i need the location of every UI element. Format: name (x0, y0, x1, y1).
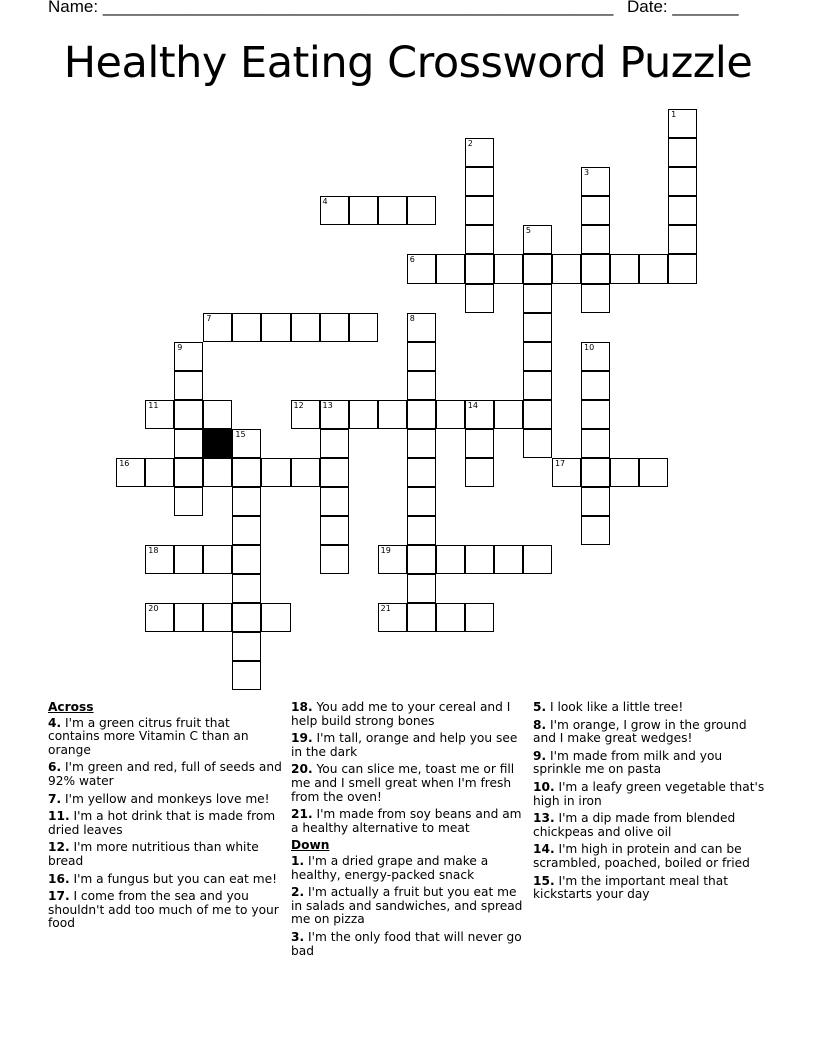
clue-number-label: 18 (148, 545, 159, 555)
clue-number: 17. (48, 889, 70, 904)
grid-cell[interactable] (174, 342, 203, 371)
clue-text: I'm yellow and monkeys love me! (65, 791, 270, 806)
grid-cell[interactable] (320, 400, 349, 429)
clue-number-label: 19 (380, 545, 391, 555)
clue-across-17 (48, 890, 284, 931)
grid-cell[interactable] (203, 545, 232, 574)
grid-cell[interactable] (668, 196, 697, 225)
grid-cell[interactable] (668, 225, 697, 254)
clue-across-11 (48, 810, 284, 837)
clue-number: 16. (48, 871, 70, 886)
clue-number: 3. (291, 929, 305, 944)
grid-cell[interactable] (523, 429, 552, 458)
clue-number-label: 1 (671, 110, 677, 120)
grid-cell[interactable] (639, 458, 668, 487)
page-title: Healthy Eating Crossword Puzzle (63, 38, 753, 88)
clue-number: 5. (533, 700, 547, 714)
grid-cell[interactable] (581, 225, 610, 254)
clue-number-label: 10 (584, 342, 595, 352)
grid-cell[interactable] (668, 254, 697, 283)
grid-cell[interactable] (407, 487, 436, 516)
grid-cell[interactable] (407, 313, 436, 342)
clue-text: I'm a dip made from blended chickpeas and olive oil (533, 811, 736, 839)
grid-cell[interactable] (232, 545, 261, 574)
grid-cell[interactable] (174, 545, 203, 574)
grid-cell[interactable] (349, 400, 378, 429)
clue-number: 21. (291, 807, 313, 822)
clue-number-label: 21 (380, 604, 391, 614)
grid-cell[interactable] (581, 196, 610, 225)
grid-cell[interactable] (552, 458, 581, 487)
clue-across-20 (291, 763, 527, 804)
grid-cell[interactable] (465, 225, 494, 254)
grid-cell[interactable] (203, 313, 232, 342)
grid-cell[interactable] (465, 196, 494, 225)
clue-text: I'm orange, I grow in the ground and I make great wedges! (533, 717, 747, 746)
grid-cell[interactable] (261, 603, 290, 632)
clue-number-label: 15 (235, 429, 246, 439)
clue-number: 8. (533, 717, 547, 732)
grid-cell[interactable] (581, 284, 610, 313)
grid-cell[interactable] (523, 371, 552, 400)
grid-cell[interactable] (523, 254, 552, 283)
grid-cell[interactable] (320, 313, 349, 342)
grid-cell[interactable] (407, 574, 436, 603)
grid-cell[interactable] (174, 400, 203, 429)
clue-across-6 (48, 761, 284, 788)
clue-number-label: 13 (322, 400, 333, 410)
grid-cell[interactable] (261, 313, 290, 342)
clue-number-label: 20 (148, 604, 159, 614)
grid-cell[interactable] (436, 254, 465, 283)
name-blank[interactable]: ______________________________________________________ (102, 0, 614, 16)
clue-number: 19. (291, 731, 313, 746)
grid-cell[interactable] (291, 458, 320, 487)
grid-cell[interactable] (407, 342, 436, 371)
clue-text: I'm the only food that will never go bad (291, 929, 522, 958)
grid-cell[interactable] (494, 254, 523, 283)
name-label: Name: (48, 0, 99, 16)
grid-cell[interactable] (407, 254, 436, 283)
grid-cell[interactable] (465, 400, 494, 429)
grid-cell[interactable] (232, 458, 261, 487)
grid-cell[interactable] (349, 313, 378, 342)
clue-text: I'm a hot drink that is made from dried leaves (48, 809, 276, 837)
grid-cell[interactable] (523, 545, 552, 574)
clue-text: I come from the sea and you shouldn't add too much of me to your food (48, 889, 279, 931)
clue-across-19 (291, 732, 527, 759)
grid-cell[interactable] (581, 429, 610, 458)
grid-cell[interactable] (407, 545, 436, 574)
clue-across-21 (291, 808, 527, 835)
date-blank[interactable]: _______ (672, 0, 739, 16)
clue-number: 6. (48, 760, 62, 775)
clue-down-15 (533, 875, 769, 902)
grid-cell[interactable] (465, 284, 494, 313)
clue-text: I'm a dried grape and make a healthy, energy-packed snack (291, 853, 489, 882)
grid-cell[interactable] (523, 342, 552, 371)
clue-text: I'm a leafy green vegetable that's high in iron (533, 779, 765, 808)
grid-cell[interactable] (465, 545, 494, 574)
clue-text: I'm made from soy beans and am a healthy alternative to meat (291, 807, 522, 835)
grid-cell[interactable] (581, 167, 610, 196)
clue-number: 13. (533, 811, 555, 826)
grid-cell[interactable] (174, 487, 203, 516)
clue-across-4 (48, 717, 284, 758)
clues-column-2 (291, 701, 527, 962)
clue-number: 10. (533, 779, 555, 794)
grid-cell[interactable] (320, 429, 349, 458)
grid-cell[interactable] (639, 254, 668, 283)
grid-cell[interactable] (116, 458, 145, 487)
grid-cell[interactable] (320, 196, 349, 225)
clue-text: I'm the important meal that kickstarts your day (533, 873, 728, 902)
date-label: Date: (627, 0, 668, 16)
clue-number-label: 17 (554, 458, 566, 468)
clue-text: I'm green and red, full of seeds and 92% water (48, 760, 282, 788)
clue-number: 18. (291, 700, 313, 714)
grid-cell[interactable] (145, 603, 174, 632)
grid-cell[interactable] (378, 603, 407, 632)
grid-cell[interactable] (378, 196, 407, 225)
clue-down-9 (533, 750, 769, 777)
clue-down-8 (533, 719, 769, 746)
grid-cell[interactable] (291, 400, 320, 429)
grid-cell[interactable] (203, 400, 232, 429)
grid-cell[interactable] (523, 284, 552, 313)
clue-down-13 (533, 812, 769, 839)
grid-cell[interactable] (203, 458, 232, 487)
grid-cell[interactable] (407, 516, 436, 545)
grid-cell[interactable] (494, 400, 523, 429)
grid-cell[interactable] (668, 109, 697, 138)
clue-text: I look like a little tree! (550, 700, 684, 714)
grid-cell[interactable] (145, 400, 174, 429)
grid-cell[interactable] (320, 487, 349, 516)
clue-number: 12. (48, 840, 70, 855)
grid-cell[interactable] (465, 603, 494, 632)
clue-text: I'm high in protein and can be scrambled, poached, boiled or fried (533, 842, 750, 870)
grid-cell[interactable] (581, 458, 610, 487)
grid-cell[interactable] (668, 167, 697, 196)
clues-column-1 (48, 701, 284, 935)
grid-cell[interactable] (232, 632, 261, 661)
clue-number-label: 7 (206, 313, 212, 323)
clue-across-7 (48, 793, 284, 807)
clue-number-label: 14 (467, 400, 478, 410)
clue-number-label: 8 (409, 313, 415, 323)
grid-cell[interactable] (145, 545, 174, 574)
grid-cell[interactable] (261, 458, 290, 487)
clue-down-5 (533, 701, 769, 715)
clue-number-label: 4 (322, 197, 328, 207)
down-heading: Down (291, 838, 330, 853)
grid-cell[interactable] (523, 400, 552, 429)
grid-cell[interactable] (494, 545, 523, 574)
clue-number: 20. (291, 762, 313, 777)
clue-number: 15. (533, 873, 555, 888)
clue-across-16 (48, 873, 284, 887)
clue-text: You can slice me, toast me or fill me and I smell great when I'm fresh from the oven! (291, 762, 515, 804)
clue-text: I'm more nutritious than white bread (48, 840, 259, 868)
clue-number-label: 12 (293, 400, 304, 410)
grid-cell[interactable] (232, 429, 261, 458)
clue-number: 2. (291, 885, 305, 900)
grid-cell[interactable] (145, 458, 174, 487)
clues-column-3 (533, 701, 769, 906)
clue-number-label: 5 (525, 226, 531, 236)
grid-cell[interactable] (523, 225, 552, 254)
clue-number: 9. (533, 748, 547, 763)
grid-cell[interactable] (232, 574, 261, 603)
grid-cell[interactable] (668, 138, 697, 167)
clue-text: I'm actually a fruit but you eat me in salads and sandwiches, and spread me on pizza (291, 885, 523, 927)
clue-down-3 (291, 931, 527, 958)
grid-cell[interactable] (436, 400, 465, 429)
grid-cell[interactable] (378, 400, 407, 429)
grid-cell[interactable] (407, 429, 436, 458)
date-field[interactable] (627, 0, 739, 17)
grid-cell[interactable] (465, 254, 494, 283)
grid-cell[interactable] (349, 196, 378, 225)
clue-number: 14. (533, 842, 555, 857)
grid-cell[interactable] (523, 313, 552, 342)
grid-cell[interactable] (320, 516, 349, 545)
clue-text: I'm made from milk and you sprinkle me on pasta (533, 748, 723, 777)
grid-cell[interactable] (465, 458, 494, 487)
grid-cell[interactable] (436, 603, 465, 632)
clue-down-10 (533, 781, 769, 808)
clue-across-12 (48, 841, 284, 868)
clue-number: 1. (291, 853, 305, 868)
grid-cell[interactable] (581, 487, 610, 516)
black-cell (203, 429, 232, 458)
grid-cell[interactable] (320, 545, 349, 574)
clue-number-label: 16 (119, 458, 130, 468)
clue-down-1 (291, 855, 527, 882)
grid-cell[interactable] (232, 603, 261, 632)
clue-number-label: 2 (467, 139, 473, 149)
grid-cell[interactable] (407, 196, 436, 225)
grid-cell[interactable] (407, 603, 436, 632)
clue-number-label: 3 (584, 168, 590, 178)
grid-cell[interactable] (232, 487, 261, 516)
grid-cell[interactable] (581, 254, 610, 283)
clue-text: I'm tall, orange and help you see in the dark (291, 731, 518, 759)
clue-number-label: 11 (148, 400, 159, 410)
grid-cell[interactable] (174, 371, 203, 400)
clue-down-14 (533, 843, 769, 870)
grid-cell[interactable] (203, 603, 232, 632)
grid-cell[interactable] (581, 371, 610, 400)
grid-cell[interactable] (552, 254, 581, 283)
clue-text: I'm a green citrus fruit that contains more Vitamin C than an orange (48, 715, 249, 757)
grid-cell[interactable] (407, 371, 436, 400)
clue-text: You add me to your cereal and I help build strong bones (291, 700, 511, 728)
grid-cell[interactable] (610, 458, 639, 487)
grid-cell[interactable] (465, 167, 494, 196)
clue-text: I'm a fungus but you can eat me! (73, 871, 277, 886)
grid-cell[interactable] (581, 516, 610, 545)
clue-down-2 (291, 886, 527, 927)
grid-cell[interactable] (174, 429, 203, 458)
grid-cell[interactable] (581, 342, 610, 371)
grid-cell[interactable] (581, 400, 610, 429)
grid-cell[interactable] (610, 254, 639, 283)
grid-cell[interactable] (465, 429, 494, 458)
grid-cell[interactable] (465, 138, 494, 167)
grid-cell[interactable] (436, 545, 465, 574)
grid-cell[interactable] (232, 661, 261, 690)
grid-cell[interactable] (232, 516, 261, 545)
grid-cell[interactable] (174, 603, 203, 632)
grid-cell[interactable] (320, 458, 349, 487)
clue-number-label: 6 (409, 255, 415, 265)
crossword-grid (117, 110, 699, 692)
grid-cell[interactable] (407, 458, 436, 487)
across-heading: Across (48, 700, 94, 714)
clue-number: 7. (48, 791, 62, 806)
grid-cell[interactable] (232, 313, 261, 342)
grid-cell[interactable] (407, 400, 436, 429)
clue-number-label: 9 (177, 342, 183, 352)
name-field[interactable] (48, 0, 613, 17)
clue-number: 11. (48, 809, 70, 824)
grid-cell[interactable] (174, 458, 203, 487)
clue-number: 4. (48, 715, 62, 730)
grid-cell[interactable] (378, 545, 407, 574)
clue-across-18 (291, 701, 527, 728)
grid-cell[interactable] (291, 313, 320, 342)
